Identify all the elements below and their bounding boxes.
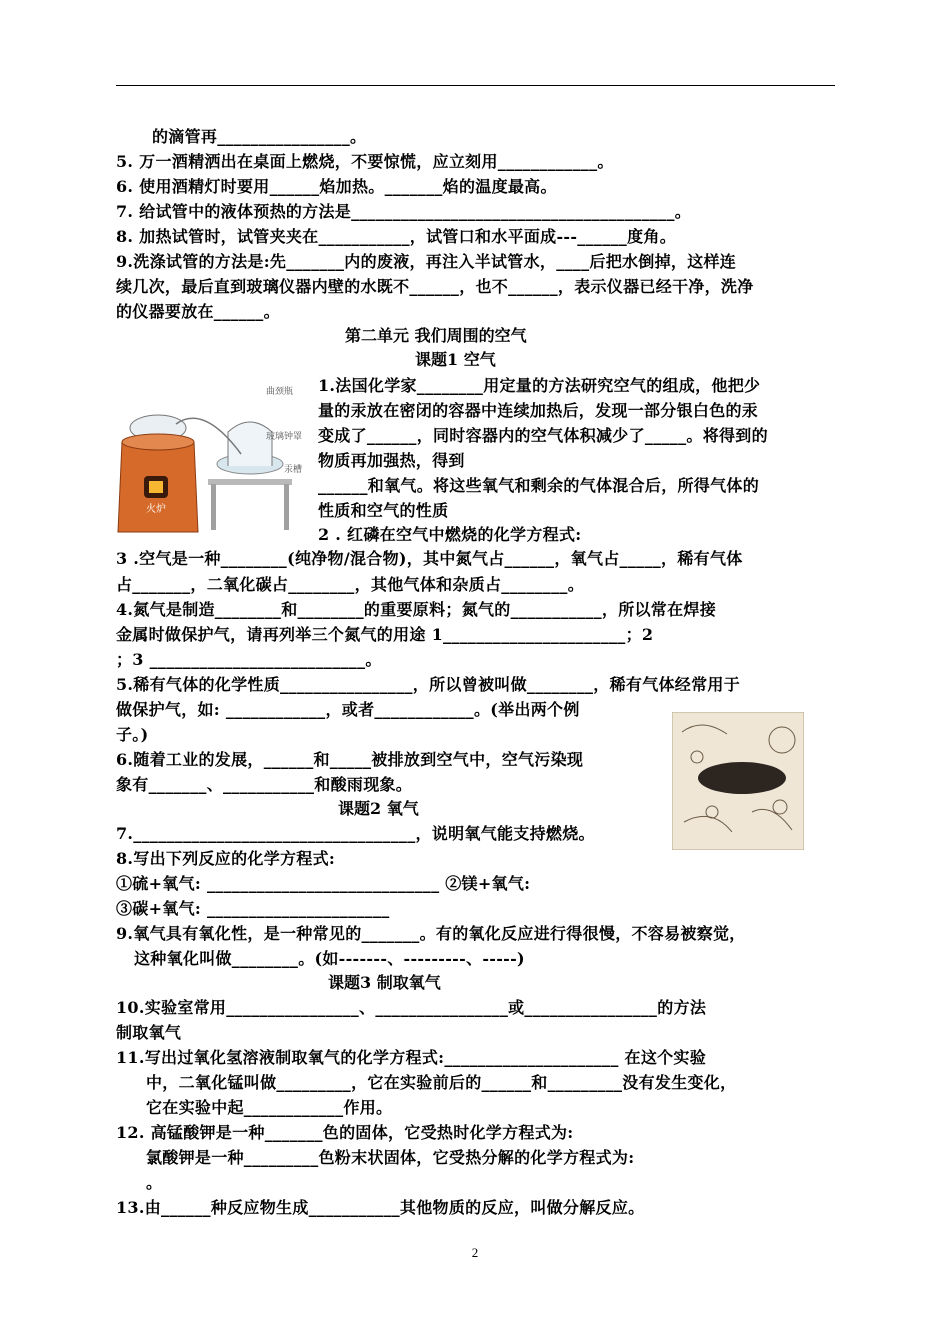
- text-line: 10.实验室常用________________、________________或________________的方法: [116, 998, 707, 1017]
- header-rule: [116, 85, 835, 86]
- text-line: 8.写出下列反应的化学方程式:: [116, 849, 336, 868]
- text-line: ______和氧气。将这些氧气和剩余的气体混合后，所得气体的: [318, 476, 760, 495]
- lesson-heading: 课题2 氧气: [338, 799, 419, 818]
- text-line: 物质再加强热，得到: [318, 451, 465, 470]
- text-line: 8. 加热试管时，试管夹夹在___________，试管口和水平面成---______度角。: [116, 227, 676, 246]
- text-line: 它在实验中起____________作用。: [146, 1098, 393, 1117]
- text-line: 占_______，二氧化碳占________，其他气体和杂质占________。: [116, 575, 585, 594]
- text-line: ③碳+氧气: ______________________: [116, 899, 390, 918]
- text-line: 7.__________________________________，说明氧气能支持燃烧。: [116, 824, 595, 843]
- text-line: 1.法国化学家________用定量的方法研究空气的组成，他把少: [318, 376, 761, 395]
- text-line: 7. 给试管中的液体预热的方法是_______________________________________。: [116, 202, 692, 221]
- text-line: 中，二氧化锰叫做_________，它在实验前后的______和_________没有发生变化，: [146, 1073, 737, 1092]
- text-line: 的仪器要放在______。: [116, 302, 280, 321]
- text-line: 。: [146, 1173, 163, 1192]
- text-line: 续几次，最后直到玻璃仪器内壁的水既不______，也不______，表示仪器已经干净，洗净: [116, 277, 754, 296]
- text-line: 制取氧气: [116, 1023, 182, 1042]
- text-line: 氯酸钾是一种_________色粉末状固体，它受热分解的化学方程式为:: [146, 1148, 635, 1167]
- text-line: 4.氮气是制造________和________的重要原料；氮气的___________，所以常在焊接: [116, 600, 717, 619]
- unit-heading: 第二单元 我们周围的空气: [345, 326, 527, 345]
- text-line: 5. 万一酒精洒出在桌面上燃烧，不要惊慌，应立刻用____________。: [116, 152, 614, 171]
- figure-label: 汞槽: [284, 465, 303, 475]
- lesson-heading: 课题3 制取氧气: [328, 973, 441, 992]
- text-line: 金属时做保护气，请再列举三个氮气的用途 1______________________；2: [116, 625, 654, 644]
- pollution-illustration: [672, 712, 804, 850]
- lavoisier-apparatus-figure: [116, 384, 306, 534]
- text-line: 13.由______种反应物生成___________其他物质的反应，叫做分解反应。: [116, 1198, 645, 1217]
- text-line: 12. 高锰酸钾是一种_______色的固体，它受热时化学方程式为:: [116, 1123, 574, 1142]
- figure-label: 玻璃钟罩: [266, 432, 303, 442]
- lesson-heading: 课题1 空气: [415, 350, 496, 369]
- text-line: 2 . 红磷在空气中燃烧的化学方程式:: [318, 525, 582, 544]
- text-line: 子。): [116, 725, 149, 744]
- figure-label: 火炉: [146, 504, 166, 515]
- text-line: 量的汞放在密闭的容器中连续加热后，发现一部分银白色的汞: [318, 401, 759, 420]
- text-line: 9.洗涤试管的方法是:先_______内的废液，再注入半试管水，____后把水倒掉，这样连: [116, 252, 737, 271]
- text-line: ①硫+氧气: ____________________________ ②镁+氧气:: [116, 874, 531, 893]
- text-line: 变成了______，同时容器内的空气体积减少了_____。将得到的: [318, 426, 768, 445]
- text-line: 性质和空气的性质: [318, 501, 449, 520]
- figure-label: 曲颈瓶: [266, 387, 294, 397]
- text-line: 6. 使用酒精灯时要用______焰加热。_______焰的温度最高。: [116, 177, 557, 196]
- text-line: 象有_______、___________和酸雨现象。: [116, 775, 413, 794]
- text-line: 的滴管再________________。: [152, 127, 367, 146]
- text-line: 做保护气，如: ____________，或者____________。(举出两个例: [116, 700, 580, 719]
- text-line: 3 .空气是一种________(纯净物/混合物)，其中氮气占______，氧气占_____，稀有气体: [116, 549, 743, 568]
- text-line: 9.氧气具有氧化性，是一种常见的_______。有的氧化反应进行得很慢，不容易被察觉，: [116, 924, 746, 943]
- text-line: 11.写出过氧化氢溶液制取氧气的化学方程式:_____________________ 在这个实验: [116, 1048, 707, 1067]
- text-line: ；3 __________________________。: [116, 650, 382, 669]
- text-line: 5.稀有气体的化学性质________________，所以曾被叫做________，稀有气体经常用于: [116, 675, 741, 694]
- page-number: 2: [471, 1245, 479, 1260]
- text-line: 6.随着工业的发展，______和_____被排放到空气中，空气污染现: [116, 750, 584, 769]
- text-line: 这种氧化叫做________。(如-------、---------、-----): [134, 949, 525, 968]
